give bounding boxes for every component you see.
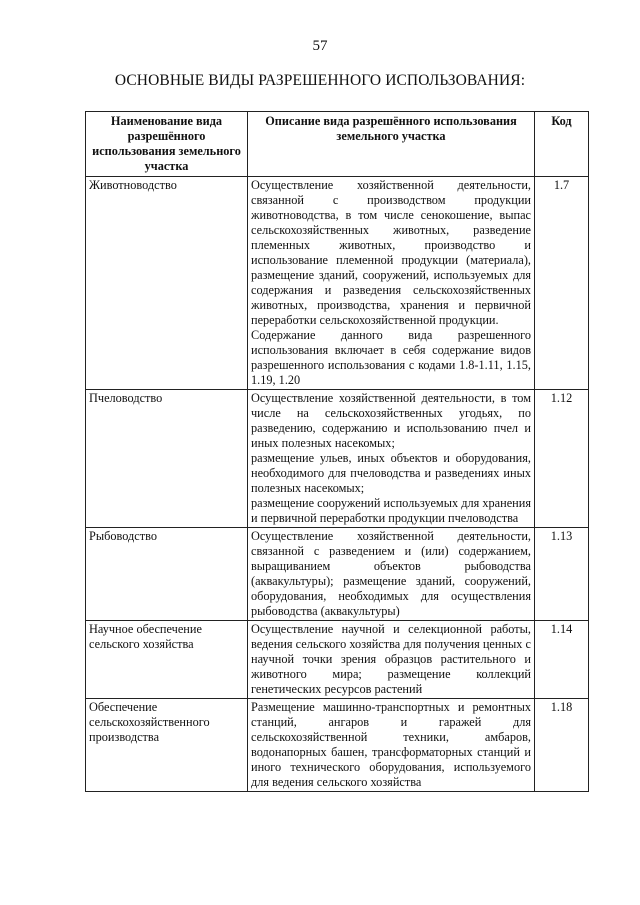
header-name: Наименование вида разрешённого использования земельного участка [86, 112, 248, 177]
header-description: Описание вида разрешённого использования земельного участка [248, 112, 535, 177]
row-code: 1.12 [535, 390, 589, 528]
table-row [86, 699, 589, 792]
row-code: 1.18 [535, 699, 589, 792]
row-name: Рыбоводство [86, 528, 248, 621]
row-description [248, 528, 535, 621]
row-description [248, 177, 535, 390]
land-use-table [85, 111, 589, 792]
description-paragraph: Осуществление хозяйственной деятельности, связанной с производством продукции животноводства, в том числе сенокошение, выпас сельскохозяйственных животных, разведение племенных животных, производство и использование племенной продукции (материала), размещение зданий, сооружений, используемых для содержания и разведения сельскохозяйственных животных, производства, хранения и первичной переработки сельскохозяйственной продукции. [251, 178, 531, 327]
row-name: Обеспечение сельскохозяйственного производства [86, 699, 248, 792]
table-row [86, 390, 589, 528]
description-paragraph: размещение сооружений используемых для хранения и первичной переработки продукции пчеловодства [251, 496, 531, 525]
row-code: 1.14 [535, 621, 589, 699]
table-row [86, 528, 589, 621]
page-title: ОСНОВНЫЕ ВИДЫ РАЗРЕШЕННОГО ИСПОЛЬЗОВАНИЯ: [114, 72, 526, 89]
table-body [86, 177, 589, 792]
description-paragraph: Осуществление хозяйственной деятельности, связанной с разведением и (или) содержанием, выращиванием объектов рыбоводства (аквакультуры); размещение зданий, сооружений, оборудования, необходимых для осуществления рыбоводства (аквакультуры) [251, 529, 531, 618]
table-header-row [86, 112, 589, 177]
description-paragraph: размещение ульев, иных объектов и оборудования, необходимого для пчеловодства и разведениях иных полезных насекомых; [251, 451, 531, 495]
row-name: Научное обеспечение сельского хозяйства [86, 621, 248, 699]
table-header [86, 112, 589, 177]
row-description [248, 699, 535, 792]
description-paragraph: Содержание данного вида разрешенного использования включает в себя содержание видов разрешенного использования с кодами 1.8-1.11, 1.15, 1.19, 1.20 [251, 328, 531, 387]
row-name: Пчеловодство [86, 390, 248, 528]
description-paragraph: Осуществление научной и селекционной работы, ведения сельского хозяйства для получения ценных с научной точки зрения образцов растительного и животного мира; размещение коллекций генетических ресурсов растений [251, 622, 531, 696]
row-name: Животноводство [86, 177, 248, 390]
row-code: 1.7 [535, 177, 589, 390]
row-description [248, 390, 535, 528]
description-paragraph: Размещение машинно-транспортных и ремонтных станций, ангаров и гаражей для сельскохозяйственной техники, амбаров, водонапорных башен, трансформаторных станций и иного технического оборудования, используемого для ведения сельского хозяйства [251, 700, 531, 789]
row-code: 1.13 [535, 528, 589, 621]
page-number: 57 [312, 38, 328, 54]
table-row [86, 621, 589, 699]
table-row [86, 177, 589, 390]
row-description [248, 621, 535, 699]
description-paragraph: Осуществление хозяйственной деятельности, в том числе на сельскохозяйственных угодьях, по разведению, содержанию и использованию пчел и иных полезных насекомых; [251, 391, 531, 450]
header-code: Код [535, 112, 589, 177]
